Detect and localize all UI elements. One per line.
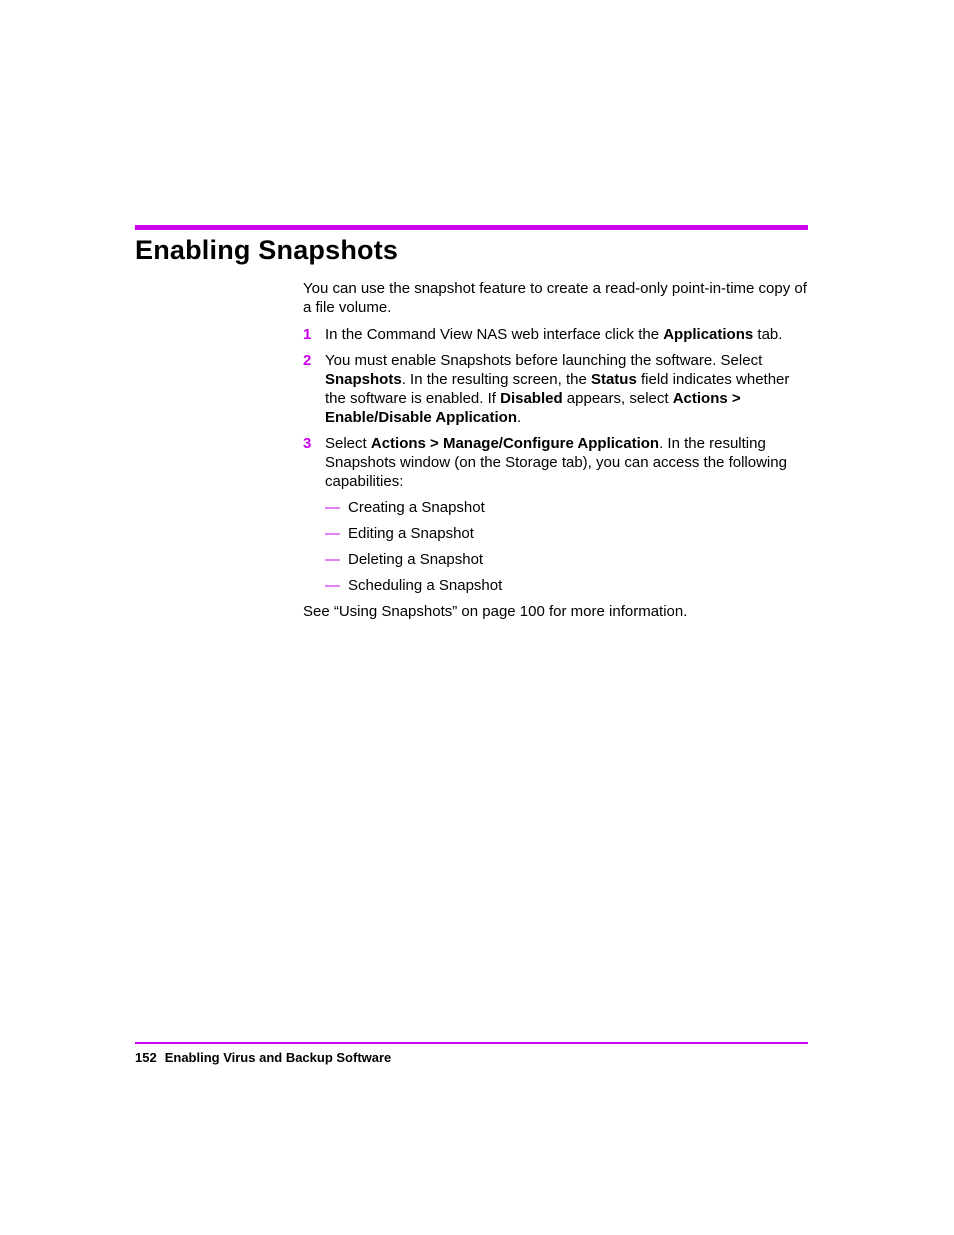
heading-rule	[135, 225, 808, 230]
dash-bullet: —	[325, 499, 340, 516]
dash-bullet: —	[325, 525, 340, 542]
list-item: — Editing a Snapshot	[325, 525, 474, 542]
ui-term: Disabled	[500, 390, 563, 407]
dash-bullet: —	[325, 577, 340, 594]
page-title: Enabling Snapshots	[135, 235, 399, 265]
step-number: 3	[303, 435, 312, 452]
see-also-paragraph: See “Using Snapshots” on page 100 for more information.	[303, 603, 688, 620]
list-item: — Deleting a Snapshot	[325, 551, 484, 568]
ui-term: Snapshots	[325, 371, 402, 388]
intro-paragraph: You can use the snapshot feature to create a read-only point-in-time copy of a file volume.	[303, 280, 807, 316]
list-item: — Creating a Snapshot	[325, 499, 485, 516]
ui-term: Actions > Manage/Configure Application	[370, 435, 660, 452]
step-number: 2	[303, 352, 312, 369]
step-1: 1 In the Command View NAS web interface click the Applications tab.	[303, 326, 783, 343]
page-number: 152	[135, 1050, 157, 1065]
step-3: 3 Select Actions > Manage/Configure Application. In the resulting Snapshots window (on the Storage tab), you can access the following capabilities:	[303, 435, 787, 490]
body-content	[303, 279, 808, 621]
capabilities-list	[303, 498, 808, 595]
ui-term: Applications	[663, 326, 754, 343]
step-2: 2 You must enable Snapshots before launching the software. Select Snapshots. In the resulting screen, the Status field indicates whether the software is enabled. If Disabled appears, select Actions > Enable/Disable Application.	[303, 352, 790, 426]
footer-section-title: Enabling Virus and Backup Software	[164, 1050, 392, 1065]
ui-term: Actions > Enable/Disable Application	[325, 390, 741, 426]
footer-rule	[135, 1042, 808, 1044]
list-item: — Scheduling a Snapshot	[325, 577, 503, 594]
ui-term: Status	[590, 371, 637, 388]
dash-bullet: —	[325, 551, 340, 568]
page-footer	[135, 1049, 391, 1067]
step-number: 1	[303, 326, 312, 343]
